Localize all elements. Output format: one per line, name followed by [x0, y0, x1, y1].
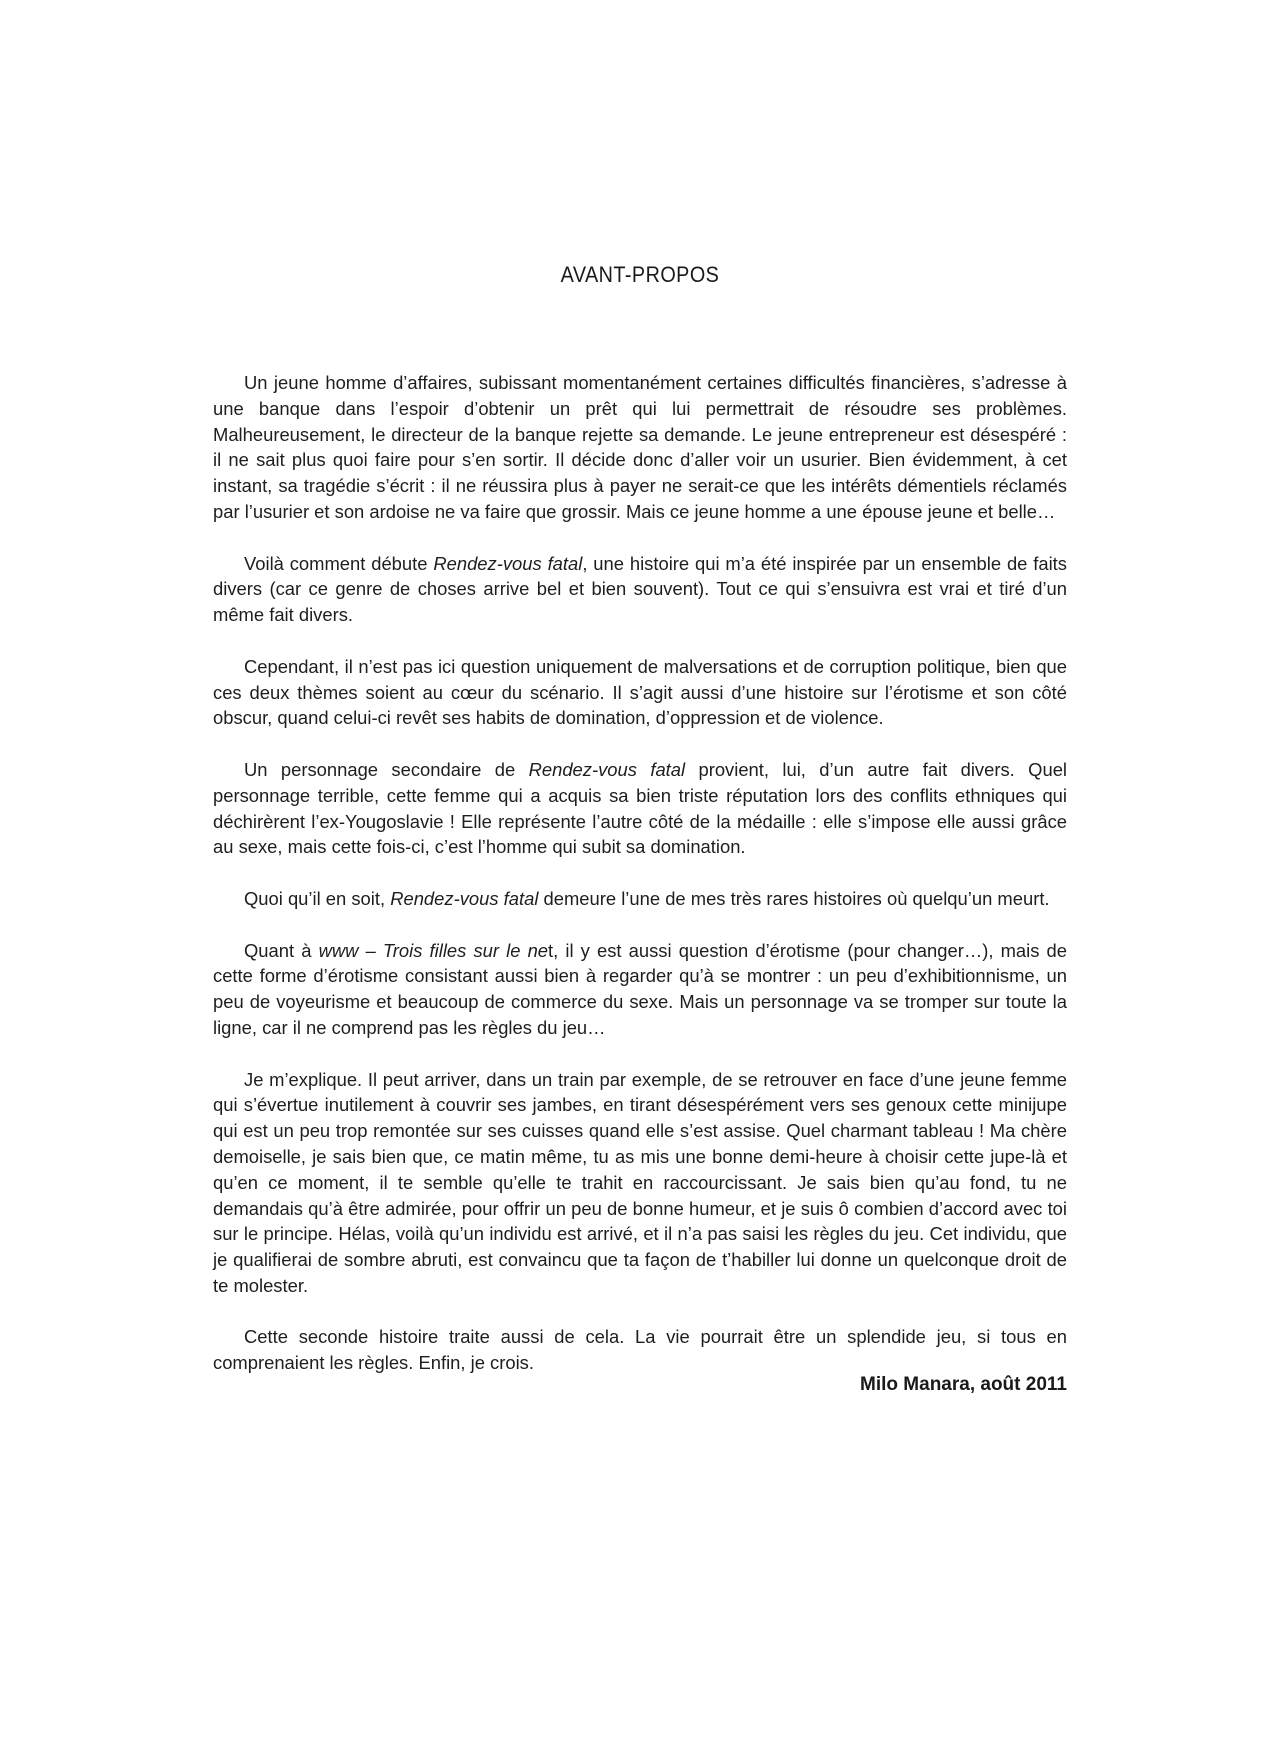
page-title: AVANT-PROPOS — [560, 262, 720, 287]
paragraph-5: Quoi qu’il en soit, Rendez-vous fatal demeure l’une de mes très rares histoires où quelqu’un meurt. — [244, 887, 1050, 909]
paragraph-8: Cette seconde histoire traite aussi de cela. La vie pourrait être un splendide jeu, si tous en comprenaient les règles. Enfin, je crois. — [213, 1326, 1067, 1374]
book-title: Rendez-vous fatal — [390, 887, 539, 909]
book-title: Rendez-vous fatal — [433, 552, 583, 574]
paragraph-6: Quant à www – Trois filles sur le net, il y est aussi question d’érotisme (pour changer…), mais de cette forme d’érotisme consistant aussi bien à regarder qu’à se montrer : un peu d’exhibitionnisme, un peu de voyeurisme et beaucoup de commerce du sexe. Mais un personnage va se tromper sur toute la ligne, car il ne comprend pas les règles du jeu… — [213, 939, 1068, 1038]
paragraph-3: Cependant, il n’est pas ici question uniquement de malversations et de corruption politique, bien que ces deux thèmes soient au cœur du scénario. Il s’agit aussi d’une histoire sur l’érotisme et son côté obscur, quand celui-ci revêt ses habits de domination, d’oppression et de violence. — [213, 655, 1067, 729]
body-text — [213, 370, 1067, 1402]
signature: Milo Manara, août 2011 — [860, 1374, 1067, 1395]
paragraph-7: Je m’explique. Il peut arriver, dans un train par exemple, de se retrouver en face d’une jeune femme qui s’évertue inutilement à couvrir ses jambes, en tirant désespérément vers ses genoux cette minijupe qui est un peu trop remontée sur ses cuisses quand elle s’est assise. Quel charmant tableau ! Ma chère demoiselle, je sais bien que, ce matin même, tu as mis une bonne demi-heure à choisir cette jupe-là et qu’en ce moment, il te semble qu’elle te trahit en raccourcissant. Je sais bien qu’au fond, tu ne demandais qu’à être admirée, pour offrir un peu de bonne humeur, et je suis ô combien d’accord avec toi sur le principe. Hélas, voilà qu’un individu est arrivé, et il n’a pas saisi les règles du jeu. Cet individu, que je qualifierai de sombre abruti, est convaincu que ta façon de t’habiller lui donne un quelconque droit de te molester. — [213, 1068, 1067, 1296]
book-title: www – Trois filles sur le ne — [318, 939, 549, 961]
paragraph-1: Un jeune homme d’affaires, subissant momentanément certaines difficultés financières, s’adresse à une banque dans l’espoir d’obtenir un prêt qui lui permettrait de résoudre ses problèmes. Malheureusement, le directeur de la banque rejette sa demande. Le jeune entrepreneur est désespéré : il ne sait plus quoi faire pour s’en sortir. Il décide donc d’aller voir un usurier. Bien évidemment, à cet instant, sa tragédie s’écrit : il ne réussira plus à payer ne serait-ce que les intérêts démentiels réclamés par l’usurier et son ardoise ne va faire que grossir. Mais ce jeune homme a une épouse jeune et belle… — [213, 372, 1067, 522]
paragraph-2: Voilà comment débute Rendez-vous fatal, une histoire qui m’a été inspirée par un ensemble de faits divers (car ce genre de choses arrive bel et bien souvent). Tout ce qui s’ensuivra est vrai et tiré d’un même fait divers. — [213, 552, 1067, 626]
paragraph-4: Un personnage secondaire de Rendez-vous fatal provient, lui, d’un autre fait divers. Quel personnage terrible, cette femme qui a acquis sa bien triste réputation lors des conflits ethniques qui déchirèrent l’ex-Yougoslavie ! Elle représente l’autre côté de la médaille : elle s’impose elle aussi grâce au sexe, mais cette fois-ci, c’est l’homme qui subit sa domination. — [213, 758, 1068, 858]
book-title: Rendez-vous fatal — [528, 758, 686, 780]
